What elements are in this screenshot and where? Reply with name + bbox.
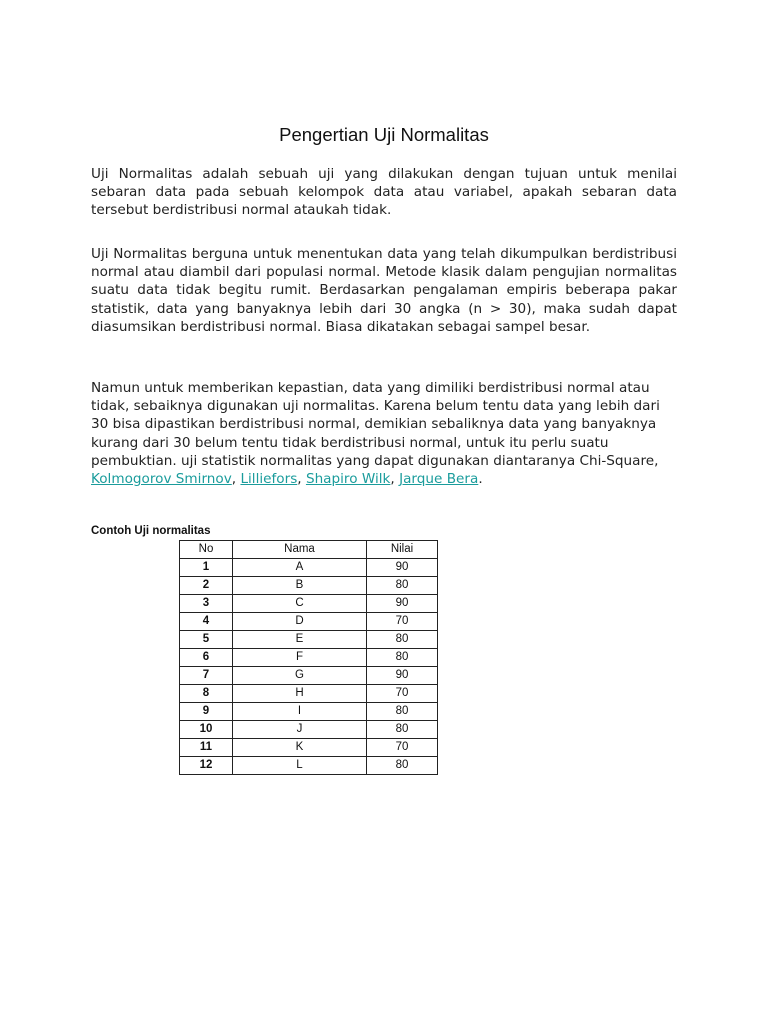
cell-nama: K [233, 739, 367, 757]
link-separator: , [297, 471, 306, 488]
table-row [180, 667, 438, 685]
cell-nama: C [233, 595, 367, 613]
table-row [180, 721, 438, 739]
cell-nama: J [233, 721, 367, 739]
cell-nama: H [233, 685, 367, 703]
paragraph-purpose: Uji Normalitas berguna untuk menentukan data yang telah dikumpulkan berdistribusi normal atau diambil dari populasi normal. Metode klasik dalam pengujian normalitas suatu data tidak begitu rumit. Berdasarkan pengalaman empiris beberapa pakar statistik, data yang banyaknya lebih dari 30 angka (n > 30), maka sudah dapat diasumsikan berdistribusi normal. Biasa dikatakan sebagai sampel besar. [91, 246, 677, 335]
table-row [180, 595, 438, 613]
cell-nilai: 80 [367, 757, 438, 775]
table-row [180, 577, 438, 595]
table-row [180, 739, 438, 757]
cell-no: 10 [180, 721, 233, 739]
table-row [180, 685, 438, 703]
paragraph-methods-text: Namun untuk memberikan kepastian, data yang dimiliki berdistribusi normal atau tidak, sebaiknya digunakan uji normalitas. Karena belum tentu data yang lebih dari 30 bisa dipastikan berdistribusi normal, demikian sebaliknya data yang banyaknya kurang dari 30 belum tentu tidak berdistribusi normal, untuk itu perlu suatu pembuktian. uji statistik normalitas yang dapat digunakan diantaranya Chi-Square, [91, 380, 660, 469]
sentence-end: . [478, 471, 483, 488]
link-kolmogorov-smirnov[interactable]: Kolmogorov Smirnov [91, 471, 232, 488]
cell-no: 11 [180, 739, 233, 757]
paragraph-methods [91, 379, 677, 488]
link-lilliefors[interactable]: Lilliefors [240, 471, 298, 488]
cell-nilai: 80 [367, 721, 438, 739]
cell-nama: A [233, 559, 367, 577]
cell-nilai: 80 [367, 631, 438, 649]
link-shapiro-wilk[interactable]: Shapiro Wilk [305, 471, 391, 488]
cell-no: 12 [180, 757, 233, 775]
cell-nama: F [233, 649, 367, 667]
cell-nama: G [233, 667, 367, 685]
link-separator: , [231, 471, 241, 488]
cell-nilai: 70 [367, 739, 438, 757]
cell-nama: D [233, 613, 367, 631]
cell-no: 3 [180, 595, 233, 613]
cell-nilai: 80 [367, 649, 438, 667]
cell-no: 6 [180, 649, 233, 667]
table-body [180, 559, 438, 775]
table-caption: Contoh Uji normalitas [91, 525, 211, 537]
cell-no: 5 [180, 631, 233, 649]
table-row [180, 703, 438, 721]
header-nama: Nama [233, 541, 367, 559]
cell-nama: L [233, 757, 367, 775]
link-separator: , [390, 471, 400, 488]
cell-nilai: 70 [367, 685, 438, 703]
cell-nilai: 70 [367, 613, 438, 631]
cell-nilai: 80 [367, 577, 438, 595]
cell-nilai: 90 [367, 559, 438, 577]
cell-nama: E [233, 631, 367, 649]
table-row [180, 757, 438, 775]
cell-no: 8 [180, 685, 233, 703]
table-row [180, 631, 438, 649]
table-row [180, 649, 438, 667]
cell-no: 7 [180, 667, 233, 685]
table-row [180, 613, 438, 631]
paragraph-definition: Uji Normalitas adalah sebuah uji yang dilakukan dengan tujuan untuk menilai sebaran data pada sebuah kelompok data atau variabel, apakah sebaran data tersebut berdistribusi normal ataukah tidak. [91, 166, 677, 219]
cell-nilai: 80 [367, 703, 438, 721]
cell-nilai: 90 [367, 595, 438, 613]
table-header-row [180, 541, 438, 559]
header-no: No [180, 541, 233, 559]
header-nilai: Nilai [367, 541, 438, 559]
cell-no: 9 [180, 703, 233, 721]
cell-no: 4 [180, 613, 233, 631]
table-row [180, 559, 438, 577]
data-table [179, 540, 438, 775]
link-jarque-bera[interactable]: Jarque Bera [399, 471, 479, 488]
cell-no: 2 [180, 577, 233, 595]
cell-nama: I [233, 703, 367, 721]
cell-nilai: 90 [367, 667, 438, 685]
page-title: Pengertian Uji Normalitas [279, 124, 489, 145]
cell-no: 1 [180, 559, 233, 577]
cell-nama: B [233, 577, 367, 595]
